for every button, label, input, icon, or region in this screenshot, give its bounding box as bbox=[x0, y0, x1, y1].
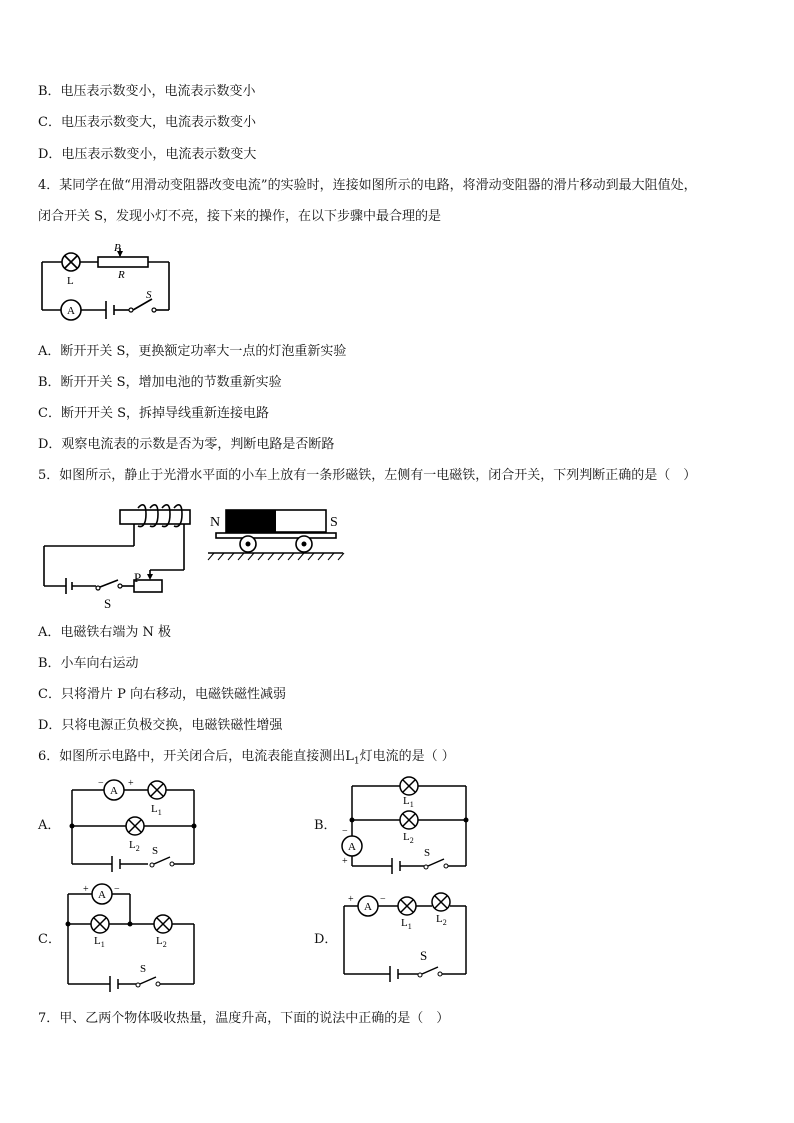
q6c-plus: + bbox=[83, 884, 89, 895]
q6d-l2: $L_2$ bbox=[436, 913, 447, 927]
q5-fig-label-s-switch: S bbox=[104, 596, 112, 611]
q4-option-d: D．观察电流表的示数是否为零，判断电路是否断路 bbox=[38, 437, 335, 452]
q5-stem: 5．如图所示，静止于光滑水平面的小车上放有一条形磁铁，左侧有一电磁铁，闭合开关，下列判断正确的是（ ） bbox=[38, 468, 697, 483]
q6-stem bbox=[38, 749, 455, 770]
q6-label-d: D． bbox=[314, 932, 338, 947]
q6-label-c: C． bbox=[38, 932, 61, 947]
q6a-ammeter: A bbox=[110, 785, 118, 797]
q4-fig-label-l: L bbox=[67, 275, 74, 287]
q6-stem-post: 灯电流的是（ ） bbox=[359, 749, 455, 764]
q6b-l1: $L_1$ bbox=[403, 795, 414, 809]
q6-circuit-b bbox=[336, 774, 476, 874]
q6b-plus: + bbox=[342, 856, 348, 867]
q6c-l2: $L_2$ bbox=[156, 935, 167, 949]
q6d-plus: + bbox=[348, 894, 354, 905]
q6d-ammeter: A bbox=[364, 901, 372, 913]
q5-option-c: C．只将滑片 P 向右移动，电磁铁磁性减弱 bbox=[38, 687, 286, 702]
q6b-l2: $L_2$ bbox=[403, 831, 414, 845]
q5-option-a: A．电磁铁右端为 N 极 bbox=[38, 625, 172, 640]
q6-label-b: B． bbox=[314, 818, 337, 833]
q6c-ammeter: A bbox=[98, 889, 106, 901]
q4-fig-ammeter-a: A bbox=[67, 305, 75, 317]
q6d-l1: $L_1$ bbox=[401, 917, 412, 931]
q6a-minus: − bbox=[98, 778, 104, 789]
q6a-plus: + bbox=[128, 778, 134, 789]
q6a-l1: $L_1$ bbox=[151, 803, 162, 817]
q6a-l2: $L_2$ bbox=[129, 839, 140, 853]
q6c-minus: − bbox=[114, 884, 120, 895]
q3-option-c: C．电压表示数变大，电流表示数变小 bbox=[38, 115, 256, 130]
q5-option-b: B．小车向右运动 bbox=[38, 656, 139, 671]
q6d-switch-s: S bbox=[420, 948, 428, 963]
q6c-switch-s: S bbox=[140, 963, 147, 975]
q3-option-d: D．电压表示数变小，电流表示数变大 bbox=[38, 147, 257, 162]
q7-stem: 7．甲、乙两个物体吸收热量，温度升高，下面的说法中正确的是（ ） bbox=[38, 1011, 450, 1026]
q4-stem-line1: 4．某同学在做“用滑动变阻器改变电流”的实验时，连接如图所示的电路，将滑动变阻器的滑片移动到最大阻值处， bbox=[38, 178, 697, 193]
q6-stem-subscript: 1 bbox=[353, 756, 360, 767]
q3-option-b: B．电压表示数变小，电流表示数变小 bbox=[38, 84, 256, 99]
q6a-switch-s: S bbox=[152, 845, 159, 857]
q4-fig-label-r: R bbox=[118, 269, 125, 281]
q4-circuit-diagram bbox=[36, 242, 176, 324]
q4-option-a: A．断开开关 S，更换额定功率大一点的灯泡重新实验 bbox=[38, 344, 347, 359]
q5-fig-label-n: N bbox=[210, 515, 221, 530]
q6-circuit-c bbox=[60, 880, 200, 990]
q6d-minus: − bbox=[380, 894, 386, 905]
q6b-switch-s: S bbox=[424, 847, 431, 859]
q6-label-a: A． bbox=[38, 818, 61, 833]
q5-fig-label-p: P bbox=[134, 570, 142, 585]
q4-option-b: B．断开开关 S，增加电池的节数重新实验 bbox=[38, 375, 282, 390]
q6b-minus: − bbox=[342, 826, 348, 837]
q6b-ammeter: A bbox=[348, 841, 356, 853]
q4-fig-label-p: P bbox=[114, 242, 121, 254]
q6-circuit-d bbox=[336, 880, 476, 980]
q4-fig-label-s: S bbox=[146, 289, 152, 301]
q5-electromagnet-diagram bbox=[38, 500, 348, 612]
q4-stem-line2: 闭合开关 S，发现小灯不亮，接下来的操作，在以下步骤中最合理的是 bbox=[38, 209, 442, 224]
q6c-l1: $L_1$ bbox=[94, 935, 105, 949]
q6-circuit-a bbox=[60, 774, 200, 874]
q5-option-d: D．只将电源正负极交换，电磁铁磁性增强 bbox=[38, 718, 283, 733]
q4-option-c: C．断开开关 S，拆掉导线重新连接电路 bbox=[38, 406, 269, 421]
q6-stem-pre: 6．如图所示电路中，开关闭合后，电流表能直接测出L bbox=[38, 749, 354, 764]
q5-fig-label-s-pole: S bbox=[330, 515, 338, 530]
